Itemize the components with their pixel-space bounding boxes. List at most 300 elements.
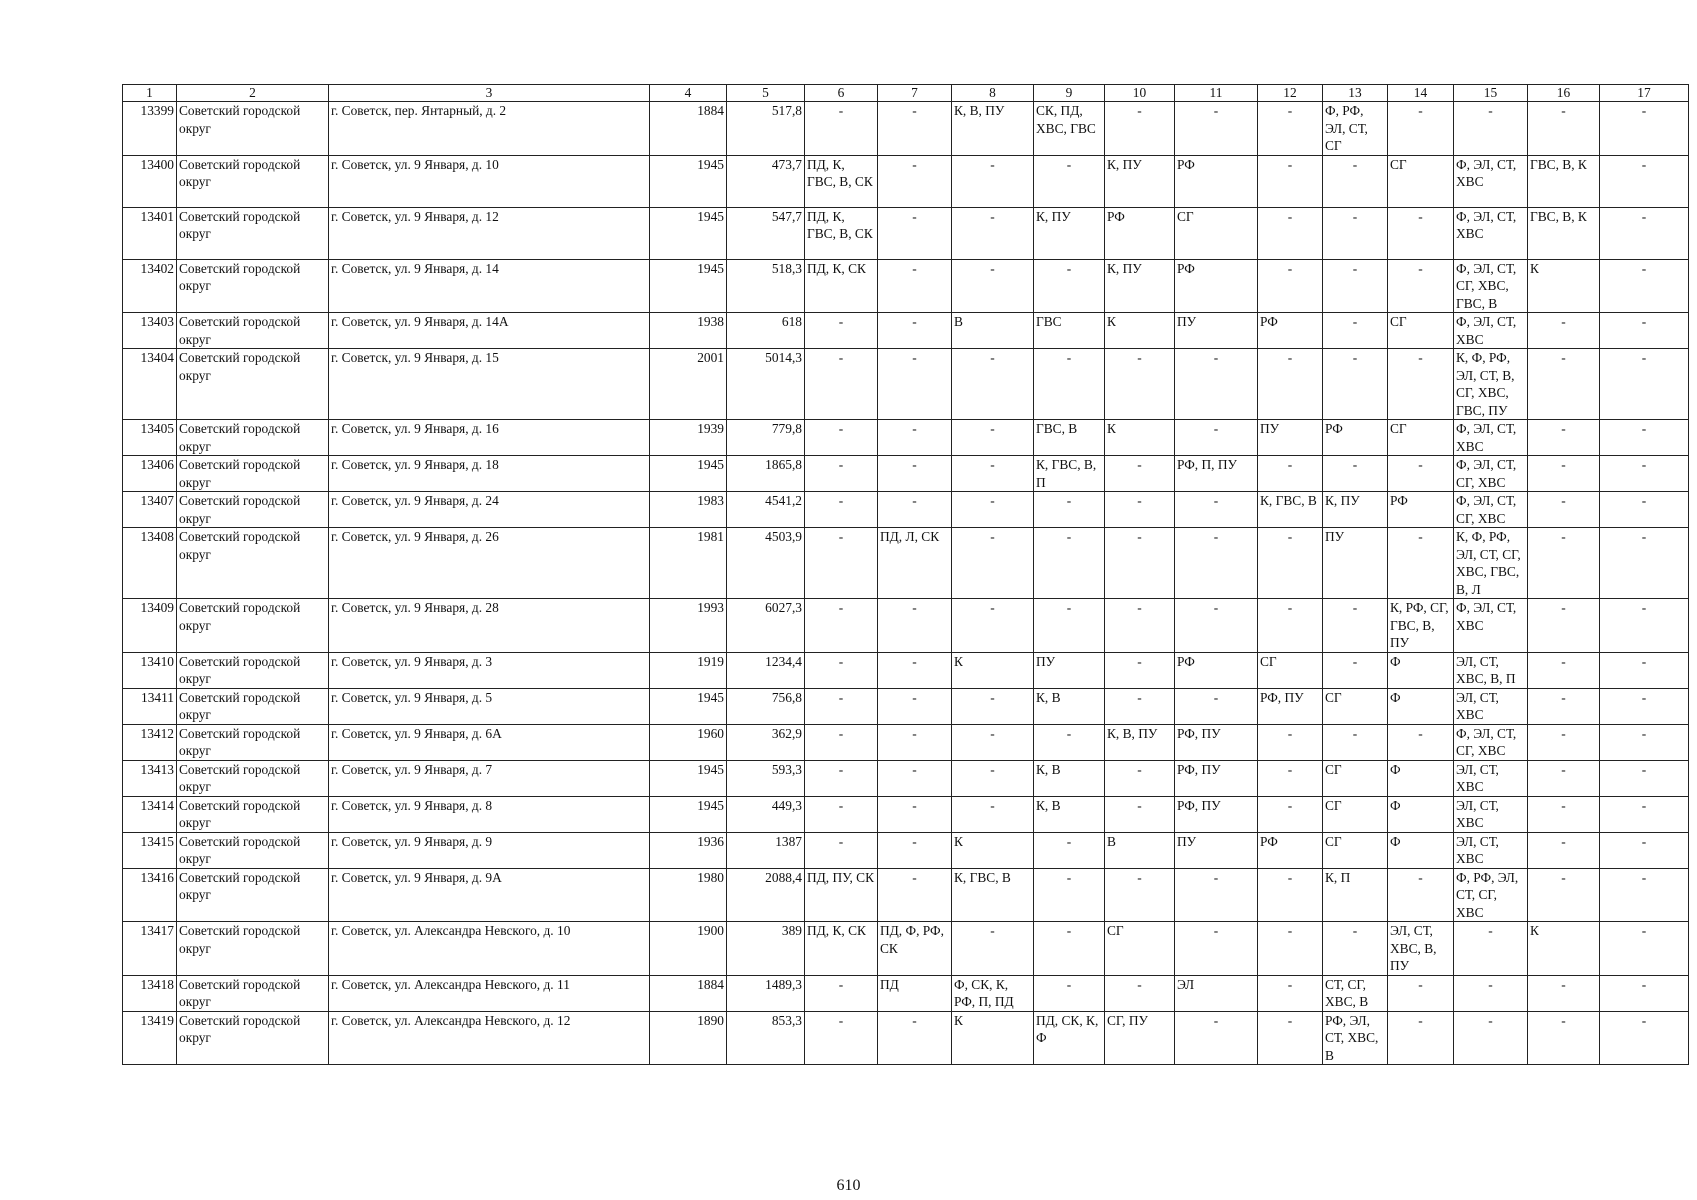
cell-col-5: 1387: [727, 832, 805, 868]
cell-col-13: СГ: [1323, 796, 1388, 832]
cell-col-14: -: [1388, 1011, 1454, 1065]
table-row: [123, 652, 1689, 688]
header-row: [123, 85, 1689, 102]
cell-col-10: -: [1105, 349, 1175, 420]
column-header-9: 9: [1034, 85, 1105, 102]
cell-col-9: -: [1034, 349, 1105, 420]
cell-col-11: РФ: [1175, 155, 1258, 207]
cell-col-16: -: [1528, 102, 1600, 156]
cell-col-2: Советский городской округ: [177, 528, 329, 599]
cell-col-4: 1945: [650, 456, 727, 492]
cell-col-13: -: [1323, 599, 1388, 653]
cell-col-2: Советский городской округ: [177, 492, 329, 528]
table-row: [123, 922, 1689, 976]
cell-col-13: -: [1323, 207, 1388, 259]
cell-col-9: К, В: [1034, 796, 1105, 832]
cell-col-16: -: [1528, 456, 1600, 492]
cell-col-2: Советский городской округ: [177, 259, 329, 313]
cell-col-10: -: [1105, 652, 1175, 688]
cell-col-6: -: [805, 652, 878, 688]
cell-col-1: 13417: [123, 922, 177, 976]
cell-col-7: -: [878, 652, 952, 688]
cell-col-8: К: [952, 832, 1034, 868]
cell-col-2: Советский городской округ: [177, 796, 329, 832]
cell-col-9: -: [1034, 492, 1105, 528]
cell-col-1: 13418: [123, 975, 177, 1011]
cell-col-8: -: [952, 492, 1034, 528]
cell-col-10: К, ПУ: [1105, 155, 1175, 207]
cell-col-7: -: [878, 832, 952, 868]
cell-col-6: -: [805, 456, 878, 492]
cell-col-10: -: [1105, 456, 1175, 492]
cell-col-11: -: [1175, 599, 1258, 653]
cell-col-12: -: [1258, 456, 1323, 492]
cell-col-10: -: [1105, 102, 1175, 156]
cell-col-6: -: [805, 1011, 878, 1065]
cell-col-16: -: [1528, 652, 1600, 688]
cell-col-15: Ф, ЭЛ, СТ, СГ, ХВС, ГВС, В: [1454, 259, 1528, 313]
cell-col-5: 4541,2: [727, 492, 805, 528]
cell-col-17: -: [1600, 492, 1689, 528]
cell-col-7: -: [878, 259, 952, 313]
cell-col-1: 13413: [123, 760, 177, 796]
cell-col-3: г. Советск, ул. 9 Января, д. 9: [329, 832, 650, 868]
cell-col-2: Советский городской округ: [177, 207, 329, 259]
cell-col-15: -: [1454, 975, 1528, 1011]
cell-col-6: -: [805, 832, 878, 868]
cell-col-17: -: [1600, 975, 1689, 1011]
cell-col-8: К: [952, 1011, 1034, 1065]
cell-col-16: -: [1528, 975, 1600, 1011]
column-header-14: 14: [1388, 85, 1454, 102]
cell-col-11: -: [1175, 102, 1258, 156]
cell-col-12: -: [1258, 796, 1323, 832]
cell-col-5: 362,9: [727, 724, 805, 760]
cell-col-1: 13400: [123, 155, 177, 207]
cell-col-8: -: [952, 155, 1034, 207]
cell-col-7: -: [878, 313, 952, 349]
cell-col-4: 1945: [650, 259, 727, 313]
cell-col-12: -: [1258, 259, 1323, 313]
table-row: [123, 155, 1689, 207]
column-header-15: 15: [1454, 85, 1528, 102]
cell-col-5: 2088,4: [727, 868, 805, 922]
cell-col-11: -: [1175, 492, 1258, 528]
cell-col-3: г. Советск, ул. Александра Невского, д. 12: [329, 1011, 650, 1065]
cell-col-12: -: [1258, 922, 1323, 976]
cell-col-9: ПД, СК, К, Ф: [1034, 1011, 1105, 1065]
cell-col-10: -: [1105, 492, 1175, 528]
cell-col-12: СГ: [1258, 652, 1323, 688]
cell-col-12: -: [1258, 528, 1323, 599]
cell-col-17: -: [1600, 760, 1689, 796]
cell-col-12: -: [1258, 599, 1323, 653]
cell-col-4: 1884: [650, 102, 727, 156]
cell-col-8: -: [952, 528, 1034, 599]
cell-col-6: -: [805, 796, 878, 832]
cell-col-10: К: [1105, 313, 1175, 349]
cell-col-15: К, Ф, РФ, ЭЛ, СТ, СГ, ХВС, ГВС, В, Л: [1454, 528, 1528, 599]
cell-col-6: -: [805, 760, 878, 796]
cell-col-2: Советский городской округ: [177, 975, 329, 1011]
cell-col-17: -: [1600, 259, 1689, 313]
table-row: [123, 420, 1689, 456]
table-row: [123, 349, 1689, 420]
cell-col-15: ЭЛ, СТ, ХВС: [1454, 832, 1528, 868]
cell-col-12: -: [1258, 207, 1323, 259]
cell-col-1: 13403: [123, 313, 177, 349]
cell-col-10: СГ, ПУ: [1105, 1011, 1175, 1065]
cell-col-16: -: [1528, 599, 1600, 653]
cell-col-13: СГ: [1323, 760, 1388, 796]
cell-col-5: 4503,9: [727, 528, 805, 599]
cell-col-13: -: [1323, 155, 1388, 207]
cell-col-3: г. Советск, ул. 9 Января, д. 8: [329, 796, 650, 832]
cell-col-12: -: [1258, 1011, 1323, 1065]
cell-col-5: 618: [727, 313, 805, 349]
cell-col-13: -: [1323, 313, 1388, 349]
cell-col-17: -: [1600, 832, 1689, 868]
cell-col-3: г. Советск, ул. 9 Января, д. 7: [329, 760, 650, 796]
cell-col-16: -: [1528, 760, 1600, 796]
cell-col-5: 518,3: [727, 259, 805, 313]
cell-col-5: 1489,3: [727, 975, 805, 1011]
cell-col-13: СГ: [1323, 688, 1388, 724]
cell-col-17: -: [1600, 599, 1689, 653]
cell-col-12: -: [1258, 975, 1323, 1011]
cell-col-6: ПД, К, СК: [805, 922, 878, 976]
cell-col-17: -: [1600, 313, 1689, 349]
cell-col-6: -: [805, 102, 878, 156]
cell-col-12: -: [1258, 760, 1323, 796]
cell-col-13: Ф, РФ, ЭЛ, СТ, СГ: [1323, 102, 1388, 156]
cell-col-8: К: [952, 652, 1034, 688]
cell-col-3: г. Советск, ул. 9 Января, д. 12: [329, 207, 650, 259]
cell-col-13: -: [1323, 259, 1388, 313]
cell-col-4: 1983: [650, 492, 727, 528]
cell-col-15: ЭЛ, СТ, ХВС: [1454, 796, 1528, 832]
cell-col-17: -: [1600, 1011, 1689, 1065]
cell-col-8: -: [952, 420, 1034, 456]
cell-col-16: -: [1528, 420, 1600, 456]
cell-col-7: -: [878, 796, 952, 832]
cell-col-2: Советский городской округ: [177, 599, 329, 653]
cell-col-16: -: [1528, 1011, 1600, 1065]
cell-col-16: К: [1528, 922, 1600, 976]
cell-col-1: 13404: [123, 349, 177, 420]
cell-col-12: -: [1258, 724, 1323, 760]
cell-col-17: -: [1600, 155, 1689, 207]
cell-col-14: -: [1388, 207, 1454, 259]
cell-col-16: -: [1528, 868, 1600, 922]
cell-col-7: ПД, Ф, РФ, СК: [878, 922, 952, 976]
cell-col-13: СТ, СГ, ХВС, В: [1323, 975, 1388, 1011]
cell-col-15: -: [1454, 102, 1528, 156]
cell-col-6: -: [805, 599, 878, 653]
cell-col-9: ПУ: [1034, 652, 1105, 688]
cell-col-12: РФ: [1258, 832, 1323, 868]
column-header-16: 16: [1528, 85, 1600, 102]
cell-col-10: -: [1105, 975, 1175, 1011]
cell-col-8: -: [952, 796, 1034, 832]
cell-col-4: 2001: [650, 349, 727, 420]
cell-col-2: Советский городской округ: [177, 155, 329, 207]
cell-col-1: 13414: [123, 796, 177, 832]
cell-col-13: К, П: [1323, 868, 1388, 922]
table-row: [123, 313, 1689, 349]
cell-col-2: Советский городской округ: [177, 349, 329, 420]
column-header-11: 11: [1175, 85, 1258, 102]
cell-col-10: СГ: [1105, 922, 1175, 976]
cell-col-2: Советский городской округ: [177, 922, 329, 976]
cell-col-8: -: [952, 207, 1034, 259]
cell-col-3: г. Советск, ул. 9 Января, д. 5: [329, 688, 650, 724]
cell-col-9: -: [1034, 599, 1105, 653]
cell-col-7: -: [878, 207, 952, 259]
cell-col-9: -: [1034, 155, 1105, 207]
cell-col-13: -: [1323, 724, 1388, 760]
cell-col-16: ГВС, В, К: [1528, 207, 1600, 259]
cell-col-6: -: [805, 975, 878, 1011]
cell-col-6: -: [805, 313, 878, 349]
cell-col-17: -: [1600, 688, 1689, 724]
cell-col-5: 779,8: [727, 420, 805, 456]
cell-col-5: 1234,4: [727, 652, 805, 688]
cell-col-16: -: [1528, 688, 1600, 724]
cell-col-3: г. Советск, ул. 9 Января, д. 16: [329, 420, 650, 456]
column-header-17: 17: [1600, 85, 1689, 102]
cell-col-6: ПД, ПУ, СК: [805, 868, 878, 922]
cell-col-8: -: [952, 688, 1034, 724]
table-row: [123, 760, 1689, 796]
cell-col-8: -: [952, 259, 1034, 313]
cell-col-3: г. Советск, ул. 9 Января, д. 28: [329, 599, 650, 653]
cell-col-17: -: [1600, 922, 1689, 976]
cell-col-4: 1993: [650, 599, 727, 653]
cell-col-14: СГ: [1388, 420, 1454, 456]
cell-col-17: -: [1600, 102, 1689, 156]
cell-col-1: 13402: [123, 259, 177, 313]
cell-col-1: 13405: [123, 420, 177, 456]
cell-col-5: 389: [727, 922, 805, 976]
cell-col-13: ПУ: [1323, 528, 1388, 599]
cell-col-3: г. Советск, ул. Александра Невского, д. 10: [329, 922, 650, 976]
cell-col-10: -: [1105, 760, 1175, 796]
cell-col-7: -: [878, 492, 952, 528]
cell-col-5: 853,3: [727, 1011, 805, 1065]
cell-col-14: -: [1388, 456, 1454, 492]
cell-col-8: Ф, СК, К, РФ, П, ПД: [952, 975, 1034, 1011]
cell-col-4: 1945: [650, 155, 727, 207]
cell-col-2: Советский городской округ: [177, 688, 329, 724]
cell-col-2: Советский городской округ: [177, 420, 329, 456]
cell-col-15: Ф, ЭЛ, СТ, ХВС: [1454, 313, 1528, 349]
cell-col-15: К, Ф, РФ, ЭЛ, СТ, В, СГ, ХВС, ГВС, ПУ: [1454, 349, 1528, 420]
cell-col-12: ПУ: [1258, 420, 1323, 456]
cell-col-9: К, ПУ: [1034, 207, 1105, 259]
column-header-7: 7: [878, 85, 952, 102]
cell-col-15: -: [1454, 1011, 1528, 1065]
cell-col-4: 1960: [650, 724, 727, 760]
cell-col-14: -: [1388, 259, 1454, 313]
cell-col-13: -: [1323, 456, 1388, 492]
cell-col-4: 1936: [650, 832, 727, 868]
cell-col-2: Советский городской округ: [177, 868, 329, 922]
cell-col-5: 1865,8: [727, 456, 805, 492]
cell-col-11: РФ, ПУ: [1175, 724, 1258, 760]
cell-col-16: -: [1528, 349, 1600, 420]
cell-col-4: 1980: [650, 868, 727, 922]
cell-col-9: К, В: [1034, 760, 1105, 796]
table-row: [123, 259, 1689, 313]
table-row: [123, 832, 1689, 868]
cell-col-7: -: [878, 868, 952, 922]
cell-col-11: РФ: [1175, 259, 1258, 313]
cell-col-7: -: [878, 420, 952, 456]
cell-col-11: -: [1175, 349, 1258, 420]
cell-col-6: ПД, К, ГВС, В, СК: [805, 155, 878, 207]
cell-col-15: Ф, ЭЛ, СТ, СГ, ХВС: [1454, 724, 1528, 760]
cell-col-11: -: [1175, 420, 1258, 456]
cell-col-13: -: [1323, 922, 1388, 976]
cell-col-15: ЭЛ, СТ, ХВС: [1454, 760, 1528, 796]
cell-col-9: -: [1034, 528, 1105, 599]
cell-col-11: -: [1175, 922, 1258, 976]
cell-col-8: -: [952, 760, 1034, 796]
cell-col-13: -: [1323, 349, 1388, 420]
cell-col-15: -: [1454, 922, 1528, 976]
cell-col-12: -: [1258, 349, 1323, 420]
cell-col-11: ПУ: [1175, 313, 1258, 349]
cell-col-2: Советский городской округ: [177, 724, 329, 760]
cell-col-14: -: [1388, 975, 1454, 1011]
cell-col-11: РФ, ПУ: [1175, 760, 1258, 796]
cell-col-4: 1938: [650, 313, 727, 349]
cell-col-9: -: [1034, 724, 1105, 760]
cell-col-10: -: [1105, 796, 1175, 832]
column-header-3: 3: [329, 85, 650, 102]
cell-col-4: 1945: [650, 796, 727, 832]
cell-col-17: -: [1600, 456, 1689, 492]
cell-col-2: Советский городской округ: [177, 652, 329, 688]
table-row: [123, 599, 1689, 653]
table-row: [123, 868, 1689, 922]
cell-col-10: В: [1105, 832, 1175, 868]
cell-col-12: РФ, ПУ: [1258, 688, 1323, 724]
cell-col-6: -: [805, 349, 878, 420]
cell-col-3: г. Советск, ул. 9 Января, д. 6А: [329, 724, 650, 760]
cell-col-5: 449,3: [727, 796, 805, 832]
cell-col-5: 756,8: [727, 688, 805, 724]
cell-col-17: -: [1600, 796, 1689, 832]
cell-col-17: -: [1600, 349, 1689, 420]
cell-col-16: -: [1528, 832, 1600, 868]
cell-col-5: 517,8: [727, 102, 805, 156]
cell-col-3: г. Советск, пер. Янтарный, д. 2: [329, 102, 650, 156]
cell-col-8: -: [952, 922, 1034, 976]
cell-col-1: 13406: [123, 456, 177, 492]
cell-col-4: 1945: [650, 207, 727, 259]
cell-col-9: К, В: [1034, 688, 1105, 724]
cell-col-10: -: [1105, 688, 1175, 724]
column-header-12: 12: [1258, 85, 1323, 102]
table-row: [123, 796, 1689, 832]
cell-col-16: -: [1528, 313, 1600, 349]
cell-col-3: г. Советск, ул. 9 Января, д. 15: [329, 349, 650, 420]
register-table: [122, 84, 1689, 1065]
cell-col-16: -: [1528, 528, 1600, 599]
table-row: [123, 1011, 1689, 1065]
cell-col-15: Ф, ЭЛ, СТ, ХВС: [1454, 420, 1528, 456]
cell-col-11: -: [1175, 868, 1258, 922]
cell-col-3: г. Советск, ул. Александра Невского, д. 11: [329, 975, 650, 1011]
cell-col-11: -: [1175, 1011, 1258, 1065]
cell-col-16: К: [1528, 259, 1600, 313]
cell-col-9: -: [1034, 832, 1105, 868]
cell-col-7: -: [878, 102, 952, 156]
cell-col-7: ПД: [878, 975, 952, 1011]
cell-col-9: -: [1034, 259, 1105, 313]
cell-col-8: В: [952, 313, 1034, 349]
cell-col-15: Ф, ЭЛ, СТ, ХВС: [1454, 207, 1528, 259]
cell-col-3: г. Советск, ул. 9 Января, д. 14А: [329, 313, 650, 349]
cell-col-14: К, РФ, СГ, ГВС, В, ПУ: [1388, 599, 1454, 653]
cell-col-8: К, ГВС, В: [952, 868, 1034, 922]
cell-col-9: ГВС, В: [1034, 420, 1105, 456]
cell-col-8: -: [952, 456, 1034, 492]
cell-col-4: 1884: [650, 975, 727, 1011]
column-header-8: 8: [952, 85, 1034, 102]
cell-col-17: -: [1600, 528, 1689, 599]
cell-col-14: Ф: [1388, 688, 1454, 724]
cell-col-14: -: [1388, 528, 1454, 599]
table-row: [123, 456, 1689, 492]
cell-col-8: -: [952, 349, 1034, 420]
cell-col-4: 1900: [650, 922, 727, 976]
cell-col-10: К: [1105, 420, 1175, 456]
cell-col-14: СГ: [1388, 313, 1454, 349]
cell-col-1: 13409: [123, 599, 177, 653]
cell-col-11: РФ, П, ПУ: [1175, 456, 1258, 492]
cell-col-11: -: [1175, 688, 1258, 724]
table-row: [123, 975, 1689, 1011]
cell-col-3: г. Советск, ул. 9 Января, д. 24: [329, 492, 650, 528]
cell-col-13: РФ, ЭЛ, СТ, ХВС, В: [1323, 1011, 1388, 1065]
cell-col-12: -: [1258, 155, 1323, 207]
cell-col-11: РФ: [1175, 652, 1258, 688]
cell-col-14: Ф: [1388, 652, 1454, 688]
column-header-6: 6: [805, 85, 878, 102]
cell-col-12: РФ: [1258, 313, 1323, 349]
cell-col-1: 13410: [123, 652, 177, 688]
cell-col-15: ЭЛ, СТ, ХВС, В, П: [1454, 652, 1528, 688]
cell-col-9: -: [1034, 922, 1105, 976]
cell-col-6: ПД, К, СК: [805, 259, 878, 313]
cell-col-7: -: [878, 688, 952, 724]
cell-col-15: Ф, ЭЛ, СТ, СГ, ХВС: [1454, 456, 1528, 492]
cell-col-10: К, ПУ: [1105, 259, 1175, 313]
column-header-13: 13: [1323, 85, 1388, 102]
cell-col-10: -: [1105, 868, 1175, 922]
cell-col-1: 13412: [123, 724, 177, 760]
cell-col-6: -: [805, 688, 878, 724]
table-row: [123, 102, 1689, 156]
cell-col-4: 1919: [650, 652, 727, 688]
cell-col-12: К, ГВС, В: [1258, 492, 1323, 528]
cell-col-9: СК, ПД, ХВС, ГВС: [1034, 102, 1105, 156]
cell-col-8: К, В, ПУ: [952, 102, 1034, 156]
cell-col-13: -: [1323, 652, 1388, 688]
